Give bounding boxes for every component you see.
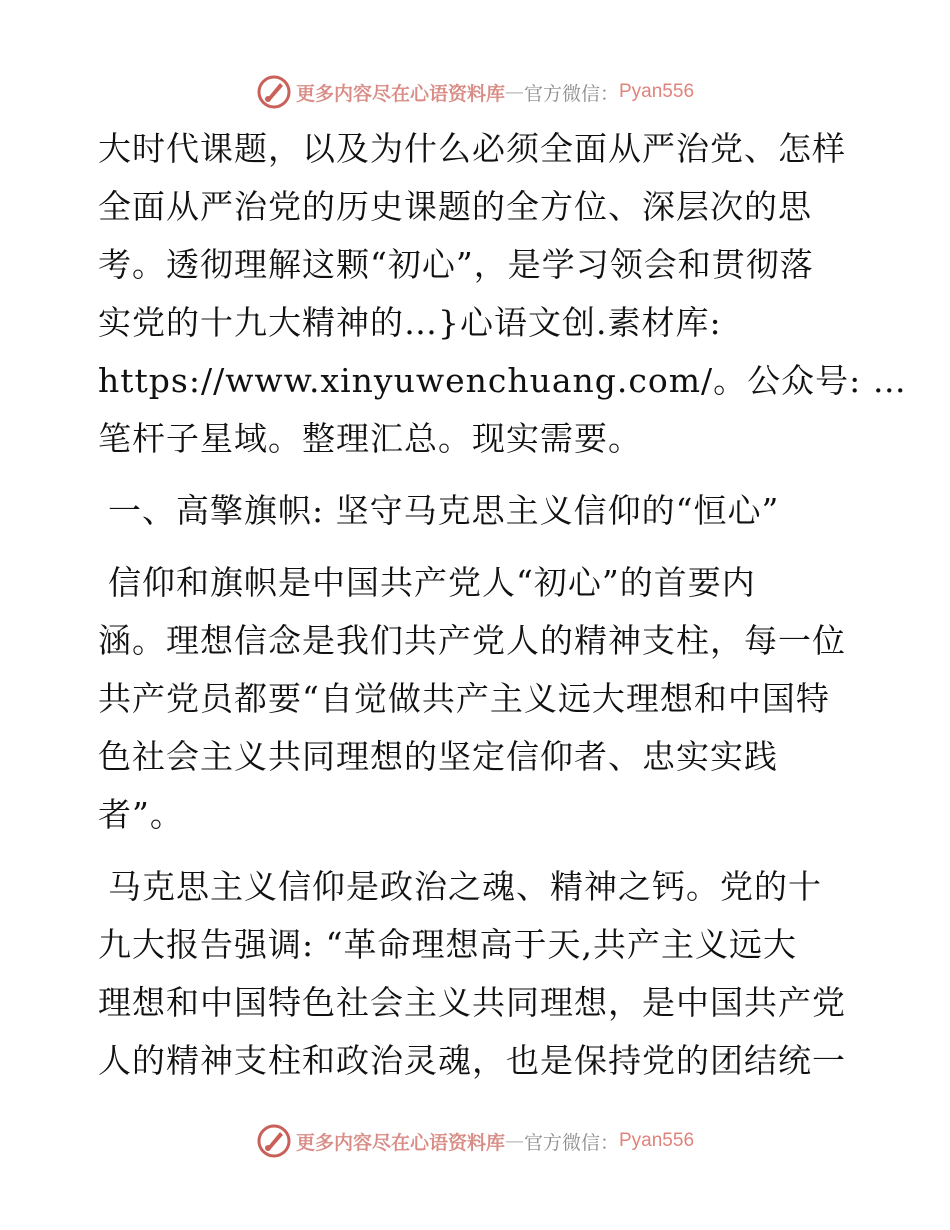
text-line: 大时代课题，以及为什么必须全面从严治党、怎样 — [98, 129, 846, 168]
text-line: 笔杆子星域。整理汇总。现实需要。 — [98, 419, 642, 458]
text-line: 共产党员都要“自觉做共产主义远大理想和中国特 — [98, 679, 830, 718]
text-line: 色社会主义共同理想的坚定信仰者、忠实实践 — [98, 737, 778, 776]
quill-logo-icon — [256, 74, 292, 110]
section-heading — [98, 482, 858, 540]
watermark-official-label: 官方微信： — [523, 1131, 619, 1154]
watermark-dash: — — [504, 1130, 524, 1152]
watermark-official-label: 官方微信： — [523, 82, 619, 105]
watermark-text: 更多内容尽在心语资料库 — [295, 1131, 505, 1154]
text-line: 信仰和旗帜是中国共产党人“初心”的首要内 — [108, 563, 756, 602]
text-line: 马克思主义信仰是政治之魂、精神之钙。党的十 — [108, 867, 822, 906]
text-line: 涵。理想信念是我们共产党人的精神支柱，每一位 — [98, 621, 846, 660]
footer-watermark — [0, 1121, 950, 1161]
text-line: 理想和中国特色社会主义共同理想，是中国共产党 — [98, 983, 846, 1022]
watermark-wechat-id: Pyan556 — [619, 1130, 695, 1151]
watermark-wechat-id: Pyan556 — [619, 81, 695, 102]
quill-logo-icon — [256, 1123, 292, 1159]
text-line: 实党的十九大精神的…}心语文创.素材库: — [98, 303, 722, 342]
text-line: 人的精神支柱和政治灵魂，也是保持党的团结统一 — [98, 1041, 846, 1080]
document-body — [98, 120, 907, 1090]
text-line: 考。透彻理解这颗“初心”，是学习领会和贯彻落 — [98, 245, 814, 284]
heading-line: 一、高擎旗帜: 坚守马克思主义信仰的“恒心” — [108, 491, 780, 530]
text-line: 全面从严治党的历史课题的全方位、深层次的思 — [98, 187, 812, 226]
text-line: https://www.xinyuwenchuang.com/。公众号: … — [98, 361, 907, 400]
paragraph-2 — [98, 554, 858, 844]
paragraph-3 — [98, 858, 858, 1090]
header-watermark — [0, 72, 950, 112]
text-line: 九大报告强调: “革命理想高于天,共产主义远大 — [98, 925, 797, 964]
paragraph-1 — [98, 120, 907, 468]
watermark-text: 更多内容尽在心语资料库 — [295, 82, 505, 105]
watermark-dash: — — [504, 81, 524, 103]
text-line: 者”。 — [98, 795, 184, 834]
